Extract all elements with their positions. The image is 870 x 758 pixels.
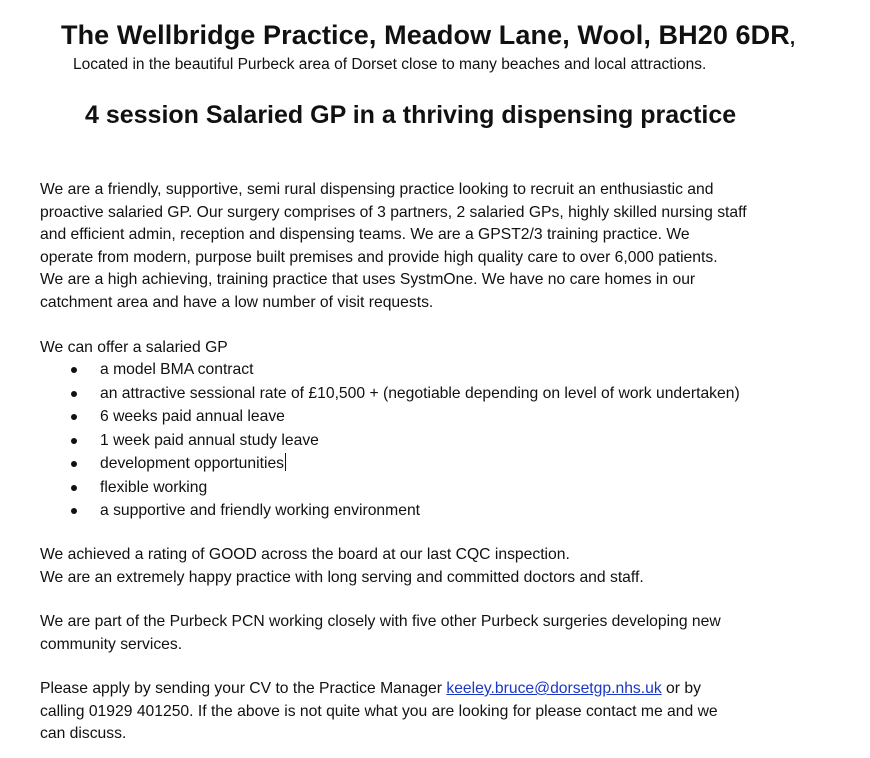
job-title: 4 session Salaried GP in a thriving dispensing practice bbox=[85, 101, 737, 129]
pcn-paragraph bbox=[40, 611, 721, 656]
offer-item-text: development opportunities bbox=[100, 455, 285, 472]
email-link[interactable]: keeley.bruce@dorsetgp.nhs.uk bbox=[446, 680, 662, 697]
offer-item-text: an attractive sessional rate of £10,500 + (negotiable depending on level of work undertaken) bbox=[100, 384, 740, 402]
bullet-icon bbox=[71, 438, 77, 444]
offer-item-text: a supportive and friendly working environment bbox=[100, 502, 421, 519]
apply-text: or by bbox=[661, 680, 701, 697]
intro-line: operate from modern, purpose built premises and provide high quality care to over 6,000 patients. bbox=[40, 248, 718, 266]
cqc-line: We achieved a rating of GOOD across the board at our last CQC inspection. bbox=[40, 546, 570, 563]
offer-item bbox=[41, 476, 740, 500]
offer-list bbox=[41, 358, 740, 523]
offer-item-text: 1 week paid annual study leave bbox=[100, 431, 319, 449]
offer-item-text: flexible working bbox=[100, 478, 208, 496]
bullet-icon bbox=[71, 414, 77, 420]
pcn-line: community services. bbox=[40, 635, 183, 653]
apply-line bbox=[40, 678, 718, 701]
cqc-paragraph bbox=[40, 544, 644, 589]
bullet-icon bbox=[71, 461, 77, 467]
offer-item bbox=[41, 429, 740, 453]
offer-item bbox=[41, 499, 740, 523]
bullet-icon bbox=[71, 367, 77, 373]
offer-item-text: 6 weeks paid annual leave bbox=[100, 408, 285, 425]
practice-subtitle: Located in the beautiful Purbeck area of Dorset close to many beaches and local attractions. bbox=[73, 56, 707, 73]
intro-line: We are a friendly, supportive, semi rural dispensing practice looking to recruit an enthusiastic and bbox=[40, 181, 714, 198]
offer-item-text: a model BMA contract bbox=[100, 361, 254, 378]
intro-line: and efficient admin, reception and dispensing teams. We are a GPST2/3 training practice. We bbox=[40, 226, 690, 243]
text-cursor bbox=[285, 453, 286, 471]
apply-paragraph bbox=[40, 678, 718, 746]
intro-line: proactive salaried GP. Our surgery comprises of 3 partners, 2 salaried GPs, highly skilled nursing staff bbox=[40, 203, 747, 221]
intro-line: catchment area and have a low number of visit requests. bbox=[40, 293, 434, 311]
offer-item bbox=[41, 452, 740, 476]
intro-line: We are a high achieving, training practice that uses SystmOne. We have no care homes in our bbox=[40, 271, 696, 288]
cqc-line: We are an extremely happy practice with long serving and committed doctors and staff. bbox=[40, 568, 644, 586]
bullet-icon bbox=[71, 485, 77, 491]
offer-item bbox=[41, 382, 740, 406]
pcn-line: We are part of the Purbeck PCN working closely with five other Purbeck surgeries developing new bbox=[40, 613, 721, 630]
bullet-icon bbox=[71, 391, 77, 397]
bullet-icon bbox=[71, 508, 77, 514]
offer-item bbox=[41, 405, 740, 429]
practice-title-comma: , bbox=[789, 28, 796, 49]
practice-title bbox=[61, 20, 795, 51]
apply-text: Please apply by sending your CV to the Practice Manager bbox=[40, 680, 447, 697]
intro-paragraph bbox=[40, 179, 747, 314]
apply-line: calling 01929 401250. If the above is not quite what you are looking for please contact me and we bbox=[40, 702, 718, 720]
offer-lead: We can offer a salaried GP bbox=[40, 339, 228, 356]
offer-item bbox=[41, 358, 740, 382]
apply-line: can discuss. bbox=[40, 725, 127, 742]
practice-title-text: The Wellbridge Practice, Meadow Lane, Wool, BH20 6DR bbox=[61, 20, 790, 50]
